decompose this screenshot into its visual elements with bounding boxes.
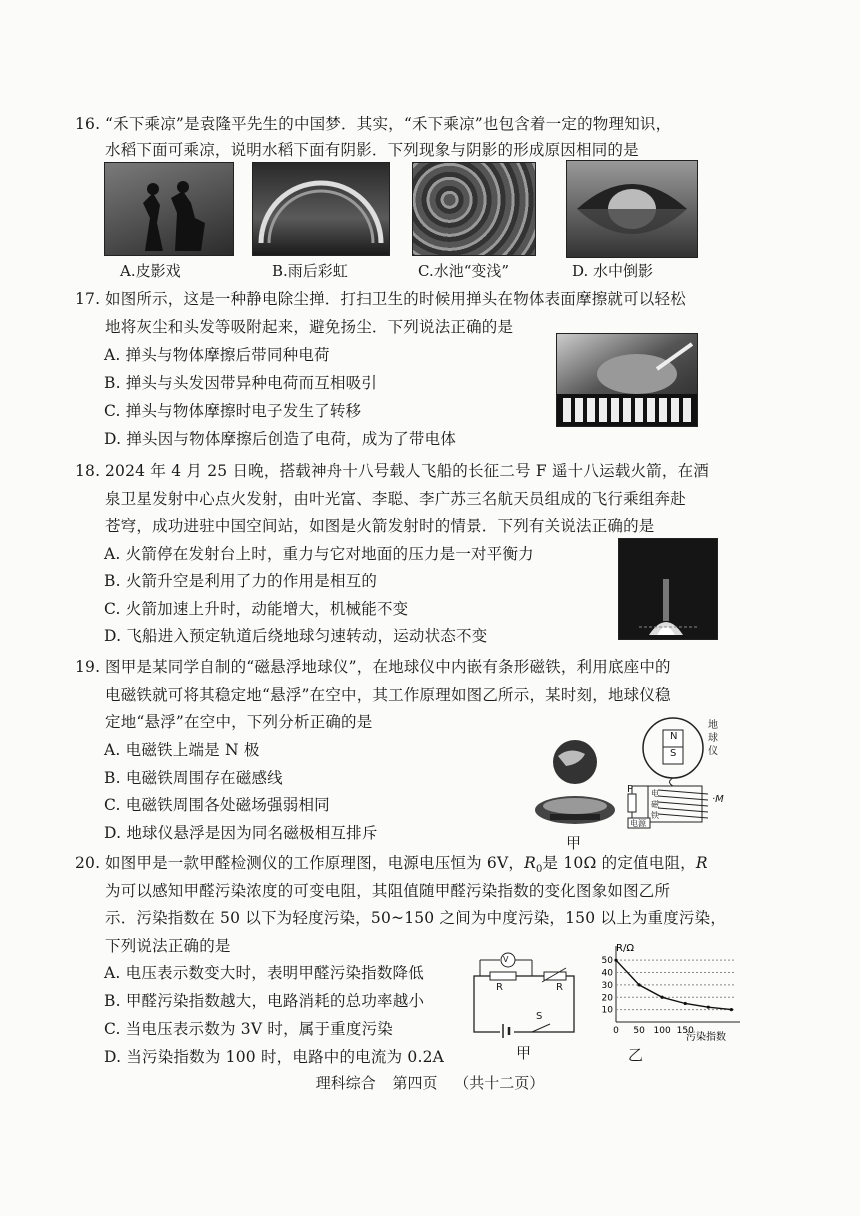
q20-label-r2: R: [556, 982, 563, 993]
q18-option-d: D. 飞船进入预定轨道后绕地球匀速转动，运动状态不变: [104, 627, 488, 645]
q19-line3: 定地“悬浮”在空中，下列分析正确的是: [105, 713, 373, 731]
chart-xtick-label: 50: [633, 1026, 645, 1036]
chart-xlabel: 污染指数: [686, 1032, 726, 1043]
q19-option-d: D. 地球仪悬浮是因为同名磁极相互排斥: [104, 824, 378, 842]
q18-number: 18.: [75, 462, 101, 480]
q18-option-c: C. 火箭加速上升时，动能增大，机械能不变: [104, 600, 409, 618]
q20-option-a: A. 电压表示数变大时，表明甲醛污染指数降低: [104, 964, 424, 982]
chart-ylabel: R/Ω: [616, 943, 634, 954]
q19-label-n: N: [670, 731, 678, 742]
q16-line1: 16. “禾下乘凉”是袁隆平先生的中国梦．其实，“禾下乘凉”也包含着一定的物理知识，: [75, 115, 672, 133]
q17-option-a: A. 掸头与物体摩擦后带同种电荷: [104, 346, 330, 364]
chart-ytick-label: 10: [601, 1005, 613, 1016]
bridge-reflection-icon: [567, 161, 697, 257]
footer-subject: 理科综合: [315, 1074, 376, 1092]
chart-ytick-label: 20: [601, 993, 613, 1004]
q16-caption-b: B.雨后彩虹: [272, 262, 348, 280]
q19-label-s: S: [670, 748, 677, 759]
q20-line4: 下列说法正确的是: [105, 937, 231, 955]
q17-line1: 17. 如图所示，这是一种静电除尘掸．打扫卫生的时候用掸头在物体表面摩擦就可以轻松: [75, 290, 686, 308]
chart-point: [684, 1002, 687, 1005]
q16-caption-d: D. 水中倒影: [572, 262, 654, 280]
formaldehyde-circuit-diagram: [470, 952, 578, 1038]
q20-fig-jia-label: 甲: [516, 1044, 532, 1062]
q20-label-s: S: [536, 1011, 543, 1022]
q18-line2: 泉卫星发射中心点火发射，由叶光富、李聪、李广苏三名航天员组成的飞行乘组奔赴: [105, 490, 686, 508]
reflection-image: [566, 160, 698, 258]
q17-option-c: C. 掸头与物体摩擦时电子发生了转移: [104, 402, 362, 420]
q17-number: 17.: [75, 290, 101, 308]
chart-xtick-label: 150: [676, 1026, 694, 1036]
q19-number: 19.: [75, 658, 101, 676]
chart-ytick-label: 40: [601, 968, 613, 979]
q20-line2: 为可以感知甲醛污染浓度的可变电阻，其阻值随甲醛污染指数的变化图象如图乙所: [105, 882, 671, 900]
q17-option-b: B. 掸头与头发因带异种电荷而互相吸引: [104, 374, 378, 392]
q20-number: 20.: [75, 854, 101, 872]
chart-point: [661, 996, 664, 999]
q20-option-b: B. 甲醛污染指数越大，电路消耗的总功率越小: [104, 992, 425, 1010]
q16-caption-c: C.水池“变浅”: [418, 262, 510, 280]
q20-line1: 20. 如图甲是一款甲醛检测仪的工作原理图，电源电压恒为 6V，$R_0$是 10Ω 的定值电阻，R: [75, 854, 708, 876]
chart-ytick-label: 50: [601, 956, 613, 967]
q19-line2: 电磁铁就可将其稳定地“悬浮”在空中，其工作原理如图乙所示，某时刻，地球仪稳: [105, 686, 671, 704]
rocket-icon: [619, 539, 717, 639]
resistance-vs-pollution-chart: [594, 940, 744, 1044]
q18-option-a: A. 火箭停在发射台上时，重力与它对地面的压力是一对平衡力: [104, 545, 534, 563]
rocket-launch-image: [618, 538, 718, 640]
q18-line1: 18. 2024 年 4 月 25 日晚，搭载神舟十八号载人飞船的长征二号 F 遥十八运载火箭，在酒: [75, 462, 709, 480]
q20-label-v: V: [503, 955, 509, 964]
rainbow-icon: [253, 163, 389, 255]
q19-option-a: A. 电磁铁上端是 N 极: [104, 741, 260, 759]
q17-line2: 地将灰尘和头发等吸附起来，避免扬尘．下列说法正确的是: [105, 318, 514, 336]
q19-label-electromagnet: 电 磁 铁: [651, 789, 659, 820]
q20-option-c: C. 当电压表示数为 3V 时，属于重度污染: [104, 1020, 393, 1038]
q20-label-r1: R: [496, 982, 503, 993]
chart-point: [637, 983, 640, 986]
q19-label-earth: 地 球 仪: [708, 720, 718, 757]
q16-caption-a: A.皮影戏: [120, 262, 181, 280]
q20-option-d: D. 当污染指数为 100 时，电路中的电流为 0.2A: [104, 1048, 445, 1066]
chart-xtick-label: 100: [653, 1026, 671, 1036]
q18-line3: 苍穹，成功进驻中国空间站，如图是火箭发射时的情景．下列有关说法正确的是: [105, 517, 655, 535]
duster-icon: [557, 334, 697, 426]
q19-label-power: 电源: [630, 819, 646, 828]
duster-image: [556, 333, 698, 427]
footer-total: （共十二页）: [454, 1074, 545, 1092]
page-footer: [0, 1072, 860, 1093]
chart-point: [614, 959, 617, 962]
q20-line3: 示．污染指数在 50 以下为轻度污染，50~150 之间为中度污染，150 以上为重度污染，: [105, 909, 727, 927]
footer-page: 第四页: [392, 1074, 438, 1092]
q19-option-b: B. 电磁铁周围存在磁感线: [104, 769, 283, 787]
q19-line1: 19. 图甲是某同学自制的“磁悬浮地球仪”，在地球仪中内嵌有条形磁铁，利用底座中的: [75, 658, 671, 676]
q19-fig-jia-label: 甲: [566, 834, 582, 852]
maglev-circuit-diagram: [618, 716, 738, 834]
q20-fig-yi-label: 乙: [628, 1046, 644, 1064]
q18-option-b: B. 火箭升空是利用了力的作用是相互的: [104, 572, 378, 590]
chart-ytick-label: 30: [601, 980, 613, 991]
q16-number: 16.: [75, 115, 101, 133]
q16-line2: 水稻下面可乘凉，说明水稻下面有阴影．下列现象与阴影的形成原因相同的是: [105, 141, 639, 159]
rainbow-image: [252, 162, 390, 256]
q19-label-m: ·M: [712, 794, 724, 805]
q17-option-d: D. 掸头因与物体摩擦后创造了电荷，成为了带电体: [104, 430, 457, 448]
q19-option-c: C. 电磁铁周围各处磁场强弱相同: [104, 796, 330, 814]
chart-xtick-label: 0: [613, 1026, 619, 1036]
q19-label-p: P: [627, 784, 634, 795]
chart-point: [730, 1008, 733, 1011]
pool-image: [412, 162, 536, 256]
shadow-play-image: [104, 162, 234, 256]
shadow-play-icon: [105, 163, 233, 255]
chart-point: [707, 1006, 710, 1009]
